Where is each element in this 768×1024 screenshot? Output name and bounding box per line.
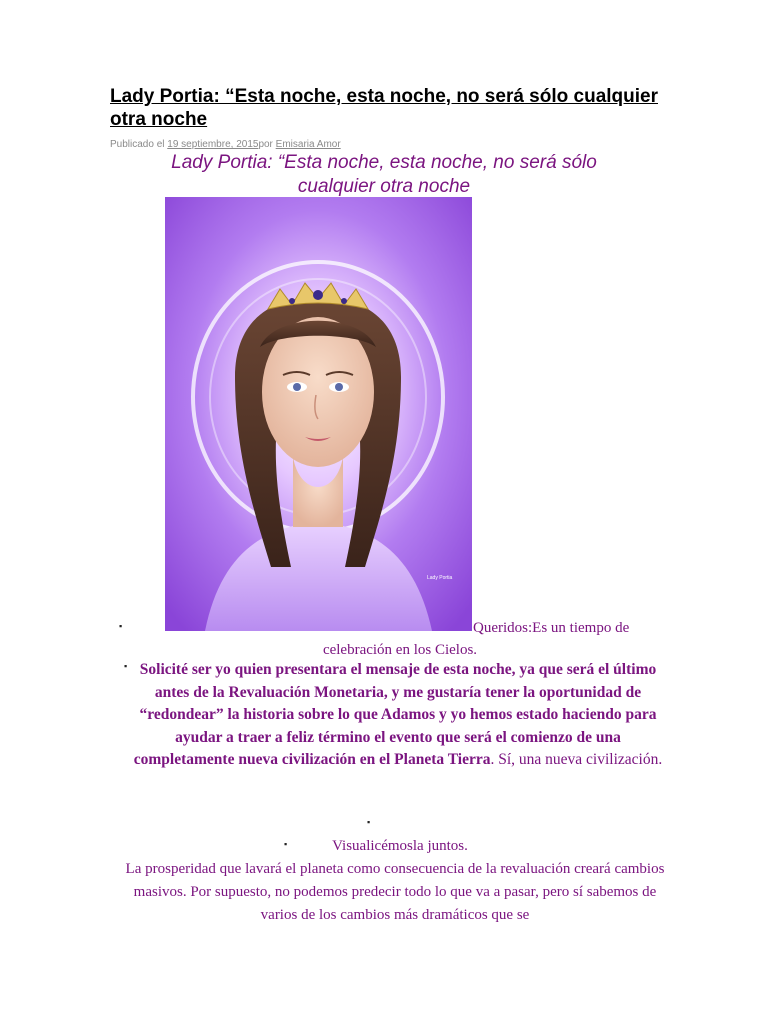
paragraph-2 (128, 659, 668, 772)
paragraph-4: La prosperidad que lavará el planeta como consecuencia de la revaluación creará cambios masivos. Por supuesto, no podemos predecir todo lo que va a pasar, pero sí sabemos de varios de los cambios más dramáticos que se (125, 861, 665, 923)
lady-portia-image (165, 197, 472, 631)
post-date-link[interactable]: 19 septiembre, 2015 (167, 139, 259, 150)
paragraph-1-end: celebración en los Cielos. (322, 642, 478, 658)
bullet-mark: ▪ (119, 621, 123, 631)
paragraph-1-start: Queridos:Es un tiempo de (473, 620, 630, 636)
post-title[interactable]: Lady Portia: “Esta noche, esta noche, no será sólo cualquier otra noche (110, 86, 658, 130)
bullet-mark: ▪ (124, 661, 128, 671)
paragraph-2-bold: Solicité ser yo quien presentara el mensaje de esta noche, ya que será el último antes de la Revaluación Monetaria, y me gustaría tener la oportunidad de “redondear” la historia sobre lo que Adamos y yo hemos estado haciendo para ayudar a traer a feliz término el evento que será el comienzo de una completamente nueva civilización en el Planeta Tierra (133, 661, 657, 768)
post-meta (110, 139, 341, 150)
meta-by-label: por (258, 139, 276, 150)
headline-line-2: cualquier otra noche (297, 176, 471, 197)
meta-published-label: Publicado el (110, 139, 168, 150)
bullet-mark: ▪ (284, 839, 288, 849)
article-headline (100, 151, 668, 199)
image-signature: Lady Portia (427, 575, 453, 581)
paragraph-2-normal: . Sí, una nueva civilización. (490, 751, 663, 768)
bullet-mark: ▪ (367, 817, 371, 827)
paragraph-3: Visualicémosla juntos. (332, 838, 468, 854)
post-author-link[interactable]: Emisaria Amor (275, 139, 341, 150)
headline-line-1: Lady Portia: “Esta noche, esta noche, no será sólo (171, 152, 597, 173)
